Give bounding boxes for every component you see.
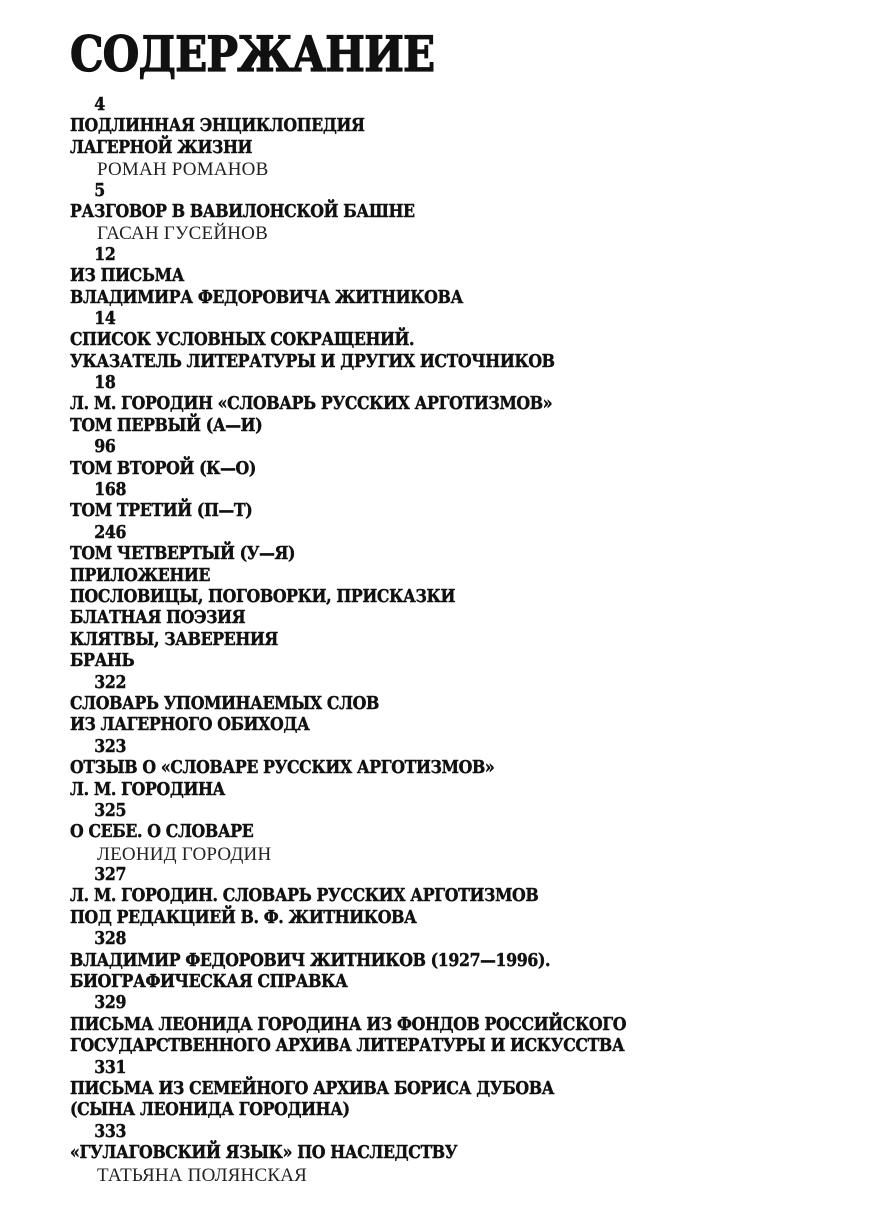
toc-entry xyxy=(70,993,830,1057)
toc-page-number: 322 xyxy=(94,672,127,693)
toc-entry-author: РОМАН РОМАНОВ xyxy=(97,159,269,181)
toc-entry-title: ЛАГЕРНОЙ ЖИЗНИ xyxy=(70,137,253,158)
toc-page-number: 4 xyxy=(94,95,105,115)
toc-entry-title: ПИСЬМА ЛЕОНИДА ГОРОДИНА ИЗ ФОНДОВ РОССИЙСКОГО xyxy=(70,1014,627,1035)
toc-entry xyxy=(70,1058,830,1122)
toc-entry-title: ПРИЛОЖЕНИЕ xyxy=(70,565,211,586)
toc-page-number: 168 xyxy=(94,480,127,501)
toc-page-number: 18 xyxy=(94,373,116,394)
toc-entry xyxy=(70,865,830,929)
toc-page-number: 323 xyxy=(94,736,127,757)
page-title: СОДЕРЖАНИЕ xyxy=(70,25,435,83)
toc-entry-title: БИОГРАФИЧЕСКАЯ СПРАВКА xyxy=(70,972,348,993)
toc-entry-author: ТАТЬЯНА ПОЛЯНСКАЯ xyxy=(97,1164,307,1186)
toc-page-number: 14 xyxy=(94,308,116,329)
toc-entry-title: ВЛАДИМИР ФЕДОРОВИЧ ЖИТНИКОВ (1927—1996). xyxy=(70,950,551,971)
toc-entry-title: «ГУЛАГОВСКИЙ ЯЗЫК» ПО НАСЛЕДСТВУ xyxy=(70,1143,458,1164)
toc-entry xyxy=(70,181,830,245)
toc-entry-title: Л. М. ГОРОДИН «СЛОВАРЬ РУССКИХ АРГОТИЗМОВ» xyxy=(70,394,553,415)
toc-page-number: 325 xyxy=(94,800,127,821)
toc-entry xyxy=(70,95,830,181)
toc-entry-title: ПИСЬМА ИЗ СЕМЕЙНОГО АРХИВА БОРИСА ДУБОВА xyxy=(70,1078,555,1099)
toc-entry-title: СПИСОК УСЛОВНЫХ СОКРАЩЕНИЙ. xyxy=(70,330,415,351)
toc-page-number: 246 xyxy=(94,522,127,543)
toc-page-number: 333 xyxy=(94,1121,127,1142)
toc-entry xyxy=(70,437,830,480)
toc-entry-author: ГАСАН ГУСЕЙНОВ xyxy=(97,223,268,245)
toc-entry xyxy=(70,737,830,801)
toc-page-number: 328 xyxy=(94,929,127,950)
toc-entry xyxy=(70,1122,830,1186)
toc-entry-title: ТОМ ТРЕТИЙ (П—Т) xyxy=(70,501,253,522)
toc-entry xyxy=(70,801,830,865)
toc-page-number: 96 xyxy=(94,437,116,458)
toc-entry-title: РАЗГОВОР В ВАВИЛОНСКОЙ БАШНЕ xyxy=(70,201,415,222)
toc-entry xyxy=(70,309,830,373)
toc-page-number: 5 xyxy=(94,180,105,201)
toc-entry xyxy=(70,929,830,993)
toc-entry-title: ИЗ ЛАГЕРНОГО ОБИХОДА xyxy=(70,715,310,736)
toc-entry-title: Л. М. ГОРОДИНА xyxy=(70,779,226,800)
toc-entry-author: ЛЕОНИД ГОРОДИН xyxy=(97,843,272,865)
toc-page-number: 327 xyxy=(94,865,127,886)
toc-entry xyxy=(70,373,830,437)
toc-entry-title: БЛАТНАЯ ПОЭЗИЯ xyxy=(70,608,246,629)
toc-entry xyxy=(70,245,830,309)
toc-entry-title: Л. М. ГОРОДИН. СЛОВАРЬ РУССКИХ АРГОТИЗМОВ xyxy=(70,886,539,907)
toc-entry xyxy=(70,523,830,673)
toc-page-number: 329 xyxy=(94,993,127,1014)
toc-page-number: 331 xyxy=(94,1057,127,1078)
toc-entry-title: О СЕБЕ. О СЛОВАРЕ xyxy=(70,822,254,843)
toc-entry xyxy=(70,480,830,523)
toc-entry xyxy=(70,673,830,737)
toc-entry-title: СЛОВАРЬ УПОМИНАЕМЫХ СЛОВ xyxy=(70,693,379,714)
toc-entry-title: (СЫНА ЛЕОНИДА ГОРОДИНА) xyxy=(70,1100,350,1121)
toc-entry-title: КЛЯТВЫ, ЗАВЕРЕНИЯ xyxy=(70,629,278,650)
toc-entry-title: БРАНЬ xyxy=(70,651,135,672)
toc-entry-title: ОТЗЫВ О «СЛОВАРЕ РУССКИХ АРГОТИЗМОВ» xyxy=(70,758,495,779)
toc-entry-title: ТОМ ПЕРВЫЙ (А—И) xyxy=(70,415,263,436)
toc-entry-title: ТОМ ЧЕТВЕРТЫЙ (У—Я) xyxy=(70,544,296,565)
toc-entry-title: ПОСЛОВИЦЫ, ПОГОВОРКИ, ПРИСКАЗКИ xyxy=(70,586,456,607)
table-of-contents xyxy=(70,95,830,1186)
toc-entry-title: ПОДЛИННАЯ ЭНЦИКЛОПЕДИЯ xyxy=(70,116,365,137)
toc-entry-title: ПОД РЕДАКЦИЕЙ В. Ф. ЖИТНИКОВА xyxy=(70,907,417,928)
toc-entry-title: ТОМ ВТОРОЙ (К—О) xyxy=(70,458,256,479)
toc-page-number: 12 xyxy=(94,244,116,265)
toc-entry-title: ИЗ ПИСЬМА xyxy=(70,266,185,287)
toc-entry-title: УКАЗАТЕЛЬ ЛИТЕРАТУРЫ И ДРУГИХ ИСТОЧНИКОВ xyxy=(70,351,555,372)
toc-entry-title: ВЛАДИМИРА ФЕДОРОВИЧА ЖИТНИКОВА xyxy=(70,287,463,308)
toc-entry-title: ГОСУДАРСТВЕННОГО АРХИВА ЛИТЕРАТУРЫ И ИСКУССТВА xyxy=(70,1036,625,1057)
